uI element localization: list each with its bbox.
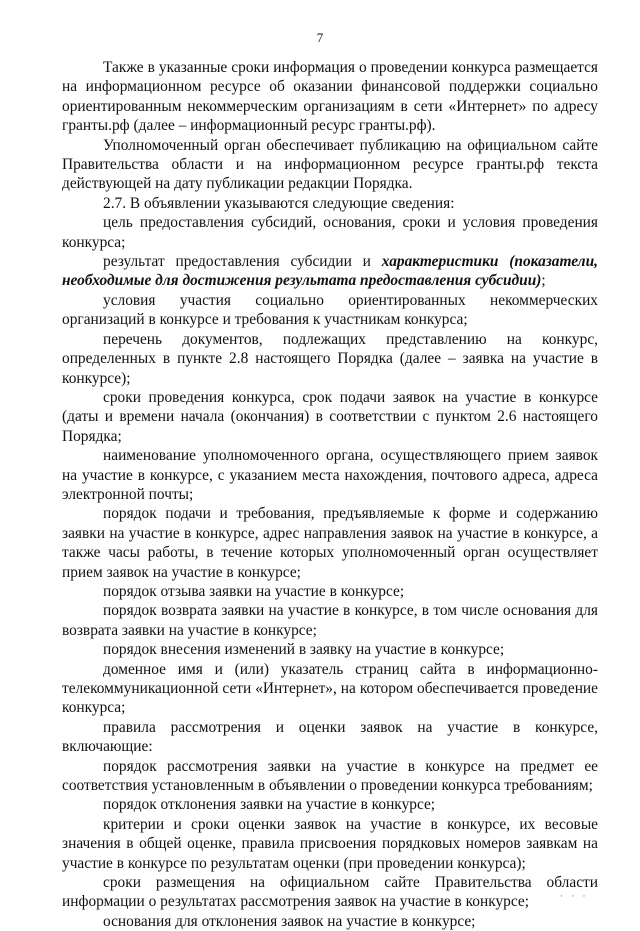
scan-artifact: · · · [560, 891, 589, 901]
paragraph: перечень документов, подлежащих представлению на конкурс, определенных в пункте 2.8 настоящего Порядка (далее – заявка на участие в конкурсе); [62, 330, 598, 387]
paragraph-text: результат предоставления субсидии и [103, 253, 382, 271]
paragraph: сроки проведения конкурса, срок подачи заявок на участие в конкурсе (даты и времени начала (окончания) в соответствии с пунктом 2.6 настоящего Порядка; [62, 388, 598, 445]
paragraph: порядок отклонения заявки на участие в конкурсе; [103, 796, 436, 814]
paragraph: порядок отзыва заявки на участие в конкурсе; [103, 582, 405, 600]
paragraph: порядок рассмотрения заявки на участие в конкурсе на предмет ее соответствия установленным в объявлении о проведении конкурса требованиям; [62, 757, 598, 795]
paragraph: Уполномоченный орган обеспечивает публикацию на официальном сайте Правительства области и на информационном ресурсе гранты.рф текста действующей на дату публикации редакции Порядка. [62, 136, 598, 193]
emphasized-text: характеристики (показатели, необходимые для достижения результата предоставления субсидии) [62, 253, 598, 290]
page-number: 7 [316, 30, 324, 45]
paragraph-text: ; [541, 272, 546, 290]
paragraph: цель предоставления субсидий, основания, сроки и условия проведения конкурса; [62, 214, 598, 251]
paragraph: порядок внесения изменений в заявку на участие в конкурсе; [103, 641, 505, 659]
paragraph: условия участия социально ориентированных некоммерческих организаций в конкурсе и требования к участникам конкурса; [62, 291, 598, 329]
document-body [62, 58, 598, 931]
paragraph: доменное имя и (или) указатель страниц сайта в информационно-телекоммуникационной сети «Интернет», на котором обеспечивается проведение конкурса; [62, 660, 598, 717]
paragraph: критерии и сроки оценки заявок на участие в конкурсе, их весовые значения в общей оценке, правила присвоения порядковых номеров заявкам на участие в конкурсе по результатам оценки (при проведении конкурса); [62, 815, 598, 872]
paragraph: 2.7. В объявлении указываются следующие сведения: [103, 194, 455, 212]
paragraph: правила рассмотрения и оценки заявок на участие в конкурсе, включающие: [62, 718, 598, 756]
paragraph-with-emphasis [62, 252, 598, 291]
paragraph: сроки размещения на официальном сайте Правительства области информации о результатах рассмотрения заявок на участие в конкурсе; [62, 874, 598, 911]
paragraph: наименование уполномоченного органа, осуществляющего прием заявок на участие в конкурсе, с указанием места нахождения, почтового адреса, адреса электронной почты; [62, 447, 598, 503]
paragraph: порядок подачи и требования, предъявляемые к форме и содержанию заявки на участие в конкурсе, адрес направления заявок на участие в конкурсе, а также часы работы, в течение которых уполномоченный орган осуществляет прием заявок на участие в конкурсе; [62, 505, 598, 581]
paragraph: Также в указанные сроки информация о проведении конкурса размещается на информационном ресурсе об оказании финансовой поддержки социально ориентированным некоммерческим организациям в сети «Интернет» по адресу гранты.рф (далее – информационный ресурс гранты.рф). [62, 59, 598, 135]
paragraph: порядок возврата заявки на участие в конкурсе, в том числе основания для возврата заявки на участие в конкурсе; [62, 602, 598, 639]
paragraph: основания для отклонения заявок на участие в конкурсе; [103, 912, 476, 930]
